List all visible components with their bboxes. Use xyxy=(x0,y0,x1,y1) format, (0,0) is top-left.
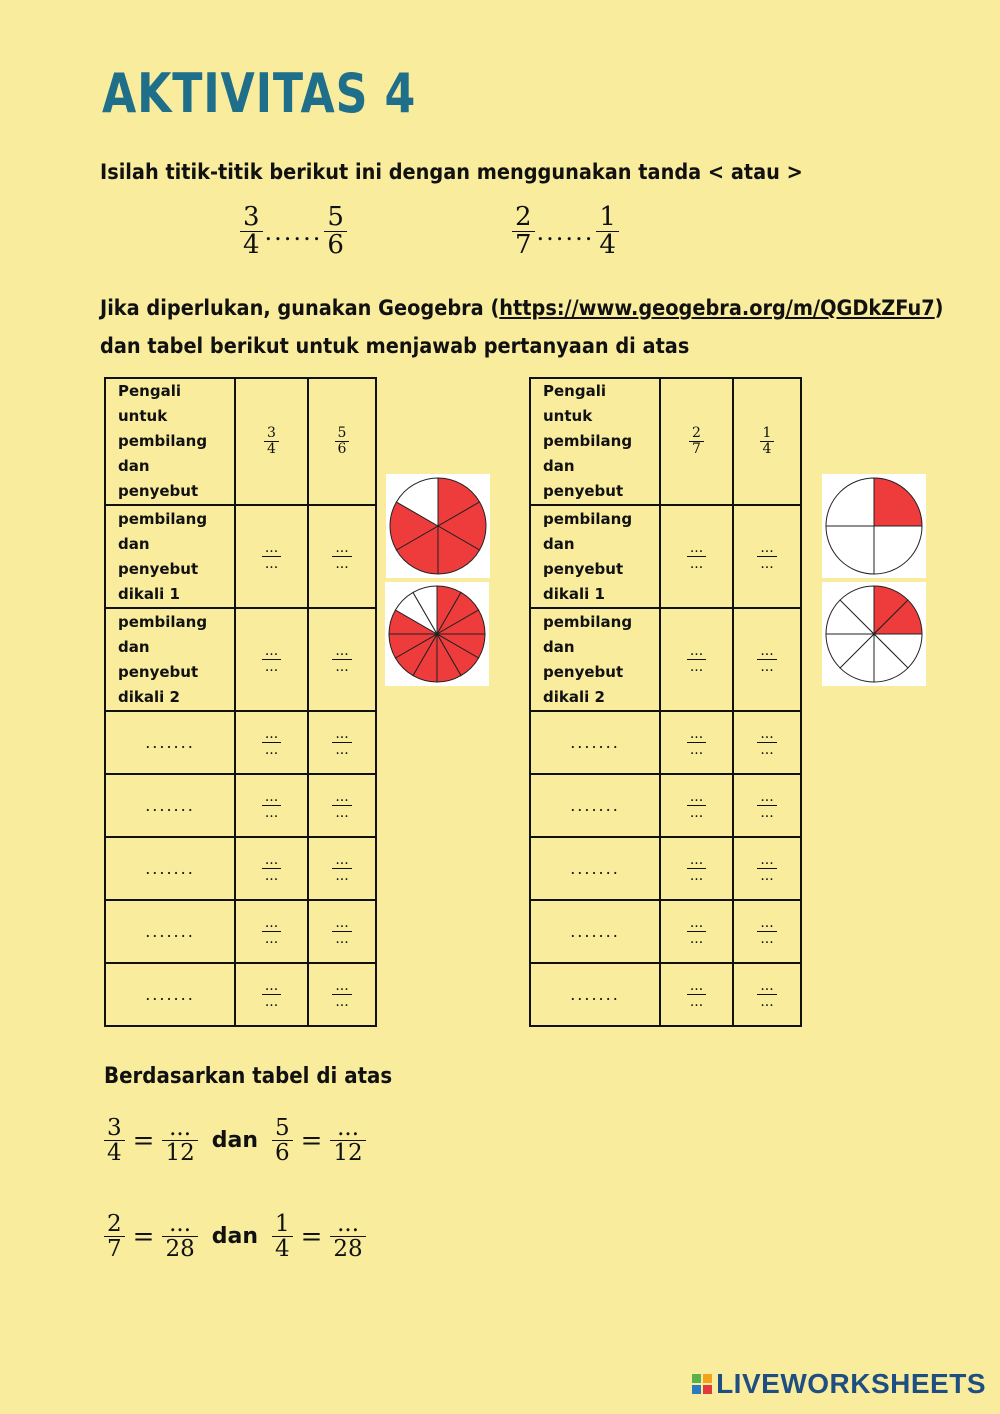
cell-denominator[interactable]: ... xyxy=(264,659,279,675)
cell-denominator[interactable]: ... xyxy=(264,742,279,758)
numerator: 1 xyxy=(599,202,616,232)
row-label[interactable] xyxy=(530,963,660,1026)
cell-denominator[interactable]: ... xyxy=(335,868,349,884)
table-row xyxy=(530,900,801,963)
pie-slice xyxy=(826,478,874,526)
pie-slice xyxy=(826,526,874,574)
row-label xyxy=(530,505,660,608)
row-label[interactable] xyxy=(105,963,235,1026)
table-header-row xyxy=(530,378,801,505)
cell-denominator[interactable]: ... xyxy=(760,805,774,821)
cell-numerator[interactable]: ... xyxy=(264,915,279,932)
cell-numerator[interactable]: ... xyxy=(335,643,349,660)
denominator: 7 xyxy=(515,230,532,261)
answer-cell[interactable] xyxy=(308,711,376,774)
cell-numerator[interactable]: ... xyxy=(335,978,349,995)
header-fraction xyxy=(235,378,308,505)
cell-numerator[interactable]: ... xyxy=(689,726,704,743)
header-label-line: dan penyebut xyxy=(543,457,624,500)
fraction-left xyxy=(512,204,535,260)
row-label[interactable] xyxy=(105,837,235,900)
row-label-line: dikali 1 xyxy=(543,584,605,603)
table-row xyxy=(530,505,801,608)
answer-cell[interactable] xyxy=(660,711,733,774)
row-label[interactable] xyxy=(530,774,660,837)
pie-3-of-4-as-twelfths xyxy=(385,582,489,686)
cell-denominator[interactable]: ... xyxy=(335,742,349,758)
cell-numerator[interactable]: ... xyxy=(760,540,774,557)
row-label-line: pembilang xyxy=(543,612,633,631)
answer-cell[interactable] xyxy=(308,900,376,963)
geogebra-link[interactable]: https://www.geogebra.org/m/QGDkZFu7 xyxy=(499,296,935,320)
numerator: 5 xyxy=(327,202,344,232)
cell-numerator[interactable]: ... xyxy=(335,852,349,869)
answer-cell[interactable] xyxy=(308,774,376,837)
cell-numerator[interactable]: ... xyxy=(335,726,349,743)
cell-numerator[interactable]: ... xyxy=(335,789,349,806)
cell-denominator[interactable]: ... xyxy=(264,931,279,947)
cell-numerator[interactable]: ... xyxy=(760,915,774,932)
answer-cell[interactable] xyxy=(660,963,733,1026)
equals-sign: = xyxy=(300,1221,323,1252)
pie-1-of-4-quarters xyxy=(822,474,926,578)
answer-cell[interactable] xyxy=(235,711,308,774)
row-label-line: dan penyebut xyxy=(118,637,199,681)
result-heading: Berdasarkan tabel di atas xyxy=(104,1064,393,1089)
table-header-row xyxy=(105,378,376,505)
answer-numerator[interactable]: ... xyxy=(169,1115,192,1141)
comparison-1 xyxy=(240,204,347,260)
multiplier-blank[interactable]: ....... xyxy=(145,733,195,752)
row-label-line: dikali 1 xyxy=(118,584,180,603)
header-label-line: pembilang xyxy=(118,432,208,450)
cell-numerator[interactable]: ... xyxy=(689,915,704,932)
cell-denominator[interactable]: ... xyxy=(264,868,279,884)
table-row xyxy=(105,837,376,900)
instruction-suffix: ) xyxy=(934,296,944,320)
cell-numerator[interactable]: ... xyxy=(335,915,349,932)
denominator: 6 xyxy=(274,1140,290,1167)
cell-denominator[interactable]: ... xyxy=(335,805,349,821)
answer-cell[interactable] xyxy=(733,608,801,711)
cell-denominator[interactable]: ... xyxy=(689,556,704,572)
numerator: 2 xyxy=(107,1211,122,1237)
cell-numerator[interactable]: ... xyxy=(264,978,279,995)
comparison-2 xyxy=(512,204,619,260)
row-label-line: pembilang xyxy=(118,509,208,528)
instruction-compare: Isilah titik-titik berikut ini dengan menggunakan tanda < atau > xyxy=(100,160,803,184)
multiplier-blank[interactable]: ....... xyxy=(570,733,620,752)
conjunction: dan xyxy=(211,1128,258,1154)
answer-cell[interactable] xyxy=(733,711,801,774)
answer-cell[interactable] xyxy=(235,900,308,963)
cell-denominator[interactable]: ... xyxy=(335,931,349,947)
row-label xyxy=(530,608,660,711)
cell-denominator[interactable]: ... xyxy=(335,556,349,572)
numerator: 5 xyxy=(274,1115,290,1141)
cell-denominator[interactable]: ... xyxy=(760,556,774,572)
answer-cell[interactable] xyxy=(235,837,308,900)
cell-denominator[interactable]: ... xyxy=(264,994,279,1010)
cell-numerator[interactable]: ... xyxy=(264,540,279,557)
fraction-right xyxy=(596,204,619,260)
cell-numerator[interactable]: ... xyxy=(264,852,279,869)
header-fraction xyxy=(660,378,733,505)
cell-denominator[interactable]: ... xyxy=(335,994,349,1010)
row-label xyxy=(105,608,235,711)
denominator: 7 xyxy=(107,1236,122,1263)
pie-slice xyxy=(874,526,922,574)
answer-cell[interactable] xyxy=(235,608,308,711)
pie-slice xyxy=(874,478,922,526)
header-fraction xyxy=(308,378,376,505)
cell-numerator[interactable]: ... xyxy=(689,852,704,869)
denominator: 4 xyxy=(599,230,616,261)
equals-sign: = xyxy=(300,1125,323,1156)
cell-numerator[interactable]: ... xyxy=(264,643,279,660)
denominator: 6 xyxy=(337,441,347,457)
row-label-line: dan penyebut xyxy=(543,534,624,578)
table-row xyxy=(530,608,801,711)
cell-denominator[interactable]: ... xyxy=(264,556,279,572)
pie-3-of-4-as-sixths xyxy=(386,474,490,578)
logo-text: LIVEWORKSHEETS xyxy=(716,1368,986,1399)
denominator: 6 xyxy=(327,230,344,261)
answer-cell[interactable] xyxy=(235,774,308,837)
instruction-prefix: Jika diperlukan, gunakan Geogebra ( xyxy=(100,296,500,320)
row-label xyxy=(105,505,235,608)
row-label[interactable] xyxy=(105,711,235,774)
answer-cell[interactable] xyxy=(660,505,733,608)
row-label[interactable] xyxy=(530,900,660,963)
row-label-line: pembilang xyxy=(118,612,208,631)
numerator: 3 xyxy=(107,1115,122,1141)
result-equation-2 xyxy=(104,1212,366,1261)
multiplier-blank[interactable]: ....... xyxy=(145,859,195,878)
cell-numerator[interactable]: ... xyxy=(689,643,704,660)
row-label-line: dikali 2 xyxy=(118,687,180,706)
instruction-geogebra-line2: dan tabel berikut untuk menjawab pertanyaan di atas xyxy=(100,334,690,358)
multiplier-blank[interactable]: ....... xyxy=(570,922,620,941)
cell-denominator[interactable]: ... xyxy=(689,868,704,884)
cell-numerator[interactable]: ... xyxy=(689,540,704,557)
denominator: 12 xyxy=(333,1140,363,1167)
cell-numerator[interactable]: ... xyxy=(335,540,349,557)
cell-denominator[interactable]: ... xyxy=(689,742,704,758)
answer-cell[interactable] xyxy=(733,900,801,963)
cell-denominator[interactable]: ... xyxy=(689,805,704,821)
conjunction: dan xyxy=(211,1224,258,1250)
answer-cell[interactable] xyxy=(660,608,733,711)
row-label-line: dikali 2 xyxy=(543,687,605,706)
cell-denominator[interactable]: ... xyxy=(760,931,774,947)
denominator: 4 xyxy=(243,230,260,261)
row-label-line: dan penyebut xyxy=(118,534,199,578)
multiplier-table-1 xyxy=(104,377,377,1027)
cell-denominator[interactable]: ... xyxy=(760,994,774,1010)
multiplier-blank[interactable]: ....... xyxy=(570,859,620,878)
fraction-right xyxy=(324,204,347,260)
answer-numerator[interactable]: ... xyxy=(337,1211,360,1237)
page-title: AKTIVITAS 4 xyxy=(102,62,417,125)
cell-denominator[interactable]: ... xyxy=(689,994,704,1010)
header-label xyxy=(105,378,235,505)
multiplier-blank[interactable]: ....... xyxy=(145,985,195,1004)
row-label[interactable] xyxy=(530,837,660,900)
equals-sign: = xyxy=(132,1221,155,1252)
answer-cell[interactable] xyxy=(308,963,376,1026)
multiplier-table-2 xyxy=(529,377,802,1027)
denominator: 12 xyxy=(165,1140,195,1167)
cell-numerator[interactable]: ... xyxy=(760,789,774,806)
answer-cell[interactable] xyxy=(660,837,733,900)
table-row xyxy=(530,837,801,900)
numerator: 3 xyxy=(243,202,260,232)
result-equation-1 xyxy=(104,1116,366,1165)
numerator: 2 xyxy=(515,202,532,232)
answer-numerator[interactable]: ... xyxy=(337,1115,360,1141)
numerator: 3 xyxy=(267,425,276,442)
multiplier-blank[interactable]: ....... xyxy=(570,796,620,815)
answer-numerator[interactable]: ... xyxy=(169,1211,192,1237)
answer-cell[interactable] xyxy=(660,900,733,963)
cell-numerator[interactable]: ... xyxy=(760,726,774,743)
cell-numerator[interactable]: ... xyxy=(760,643,774,660)
cell-numerator[interactable]: ... xyxy=(760,978,774,995)
cell-denominator[interactable]: ... xyxy=(760,742,774,758)
answer-cell[interactable] xyxy=(733,837,801,900)
row-label[interactable] xyxy=(105,900,235,963)
cell-denominator[interactable]: ... xyxy=(264,805,279,821)
cell-denominator[interactable]: ... xyxy=(335,659,349,675)
row-label[interactable] xyxy=(530,711,660,774)
answer-cell[interactable] xyxy=(308,505,376,608)
table-row xyxy=(530,963,801,1026)
table-row xyxy=(105,963,376,1026)
multiplier-blank[interactable]: ....... xyxy=(570,985,620,1004)
header-label-line: pembilang xyxy=(543,432,633,450)
header-fraction xyxy=(733,378,801,505)
cell-denominator[interactable]: ... xyxy=(689,931,704,947)
cell-numerator[interactable]: ... xyxy=(689,978,704,995)
cell-numerator[interactable]: ... xyxy=(264,726,279,743)
answer-cell[interactable] xyxy=(308,837,376,900)
multiplier-blank[interactable]: ....... xyxy=(145,922,195,941)
answer-cell[interactable] xyxy=(308,608,376,711)
cell-numerator[interactable]: ... xyxy=(760,852,774,869)
denominator: 4 xyxy=(107,1140,122,1167)
multiplier-blank[interactable]: ....... xyxy=(145,796,195,815)
denominator: 28 xyxy=(333,1236,363,1263)
denominator: 4 xyxy=(267,441,276,457)
table-row xyxy=(105,505,376,608)
row-label-line: pembilang xyxy=(543,509,633,528)
answer-cell[interactable] xyxy=(733,963,801,1026)
table-row xyxy=(105,711,376,774)
header-label xyxy=(530,378,660,505)
compare-blank[interactable]: ...... xyxy=(536,217,595,246)
numerator: 1 xyxy=(274,1211,290,1237)
table-row xyxy=(105,900,376,963)
cell-numerator[interactable]: ... xyxy=(264,789,279,806)
denominator: 4 xyxy=(274,1236,290,1263)
row-label-line: dan penyebut xyxy=(543,637,624,681)
header-label-line: Pengali untuk xyxy=(118,382,181,425)
table-row xyxy=(105,774,376,837)
table-row xyxy=(530,774,801,837)
cell-denominator[interactable]: ... xyxy=(689,659,704,675)
cell-denominator[interactable]: ... xyxy=(760,868,774,884)
numerator: 5 xyxy=(337,425,347,442)
denominator: 7 xyxy=(692,441,701,457)
cell-denominator[interactable]: ... xyxy=(760,659,774,675)
logo-mark-icon xyxy=(692,1374,712,1394)
liveworksheets-logo xyxy=(692,1368,986,1400)
fraction-left xyxy=(240,204,263,260)
denominator: 28 xyxy=(165,1236,195,1263)
numerator: 2 xyxy=(692,425,701,442)
pie-1-of-4-eighths xyxy=(822,582,926,686)
answer-cell[interactable] xyxy=(733,505,801,608)
equals-sign: = xyxy=(132,1125,155,1156)
table-row xyxy=(105,608,376,711)
answer-cell[interactable] xyxy=(235,963,308,1026)
answer-cell[interactable] xyxy=(660,774,733,837)
row-label[interactable] xyxy=(105,774,235,837)
cell-numerator[interactable]: ... xyxy=(689,789,704,806)
denominator: 4 xyxy=(762,441,772,457)
instruction-geogebra xyxy=(100,296,944,320)
header-label-line: Pengali untuk xyxy=(543,382,606,425)
answer-cell[interactable] xyxy=(235,505,308,608)
table-row xyxy=(530,711,801,774)
header-label-line: dan penyebut xyxy=(118,457,199,500)
compare-blank[interactable]: ...... xyxy=(264,217,323,246)
numerator: 1 xyxy=(762,425,772,442)
answer-cell[interactable] xyxy=(733,774,801,837)
